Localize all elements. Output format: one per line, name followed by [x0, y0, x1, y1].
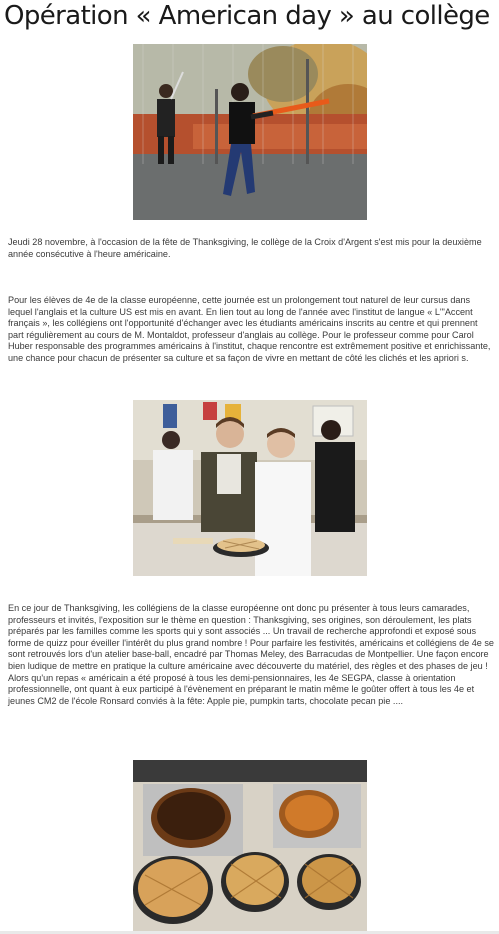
- intro-paragraph: Jeudi 28 novembre, à l'occasion de la fête de Thanksgiving, le collège de la Croix d'Argent s'est mis pour la deuxième année consécutive à l'heure américaine.: [8, 237, 482, 259]
- thanksgiving-paragraph: En ce jour de Thanksgiving, les collégiens de la classe européenne ont donc pu présenter à tous leurs camarades, professeurs et invités, l'exposition sur le thème en question : Thanksgiving, ses origines, son déroulement, les plats préparés par les familles comme les sports qui y sont associés ... Un travail de recherche approfondi et exposé sous forme de quizz pour éveiller l'intérêt du plus grand nombre ! Pour parfaire les festivités, américains et collégiens de 4e se sont retrouvés lors d'un atelier base-ball, encadré par Thomas Meley, des Barracudas de Montpellier. Une façon encore bien ludique de mettre en pratique la culture américaine avec découverte du matériel, des règles et des phases de jeu ! Alors qu'un repas « américain a été proposé à tous les demi-pensionnaires, les 4e SEGPA, classe à orientation professionnelle, ont quant à eux participé à l'évènement en préparant le matin même le goûter offert à tous les 4e et jeunes CM2 de l'école Ronsard conviés à la fête: Apple pie, pumpkin tarts, chocolate pecan pie ....: [8, 603, 494, 706]
- cooking-class-photo: [133, 400, 367, 576]
- european-class-paragraph: Pour les élèves de 4e de la classe européenne, cette journée est un prolongement tout naturel de leur cursus dans lequel l'anglais et la culture US est mis en avant. En lien tout au long de l'année avec l'institut de langue « L'"Accent français », les collégiens ont l'opportunité d'échanger avec les étudiants américains inscrits au centre et qui prennent part régulièrement au cours de M. Montaldot, professeur d'anglais au collège. Pour le professeur comme pour Carol Huber responsable des programmes américains à l'institut, chaque rencontre est extrêmement positive et enrichissante, une chance pour chacun de présenter sa culture et sa façon de vivre en mettant de côté les clichés et les apriori s.: [8, 295, 491, 363]
- page-title: Opération « American day » au collège: [4, 1, 490, 31]
- baseball-photo: [133, 44, 367, 220]
- pies-photo: [133, 760, 367, 931]
